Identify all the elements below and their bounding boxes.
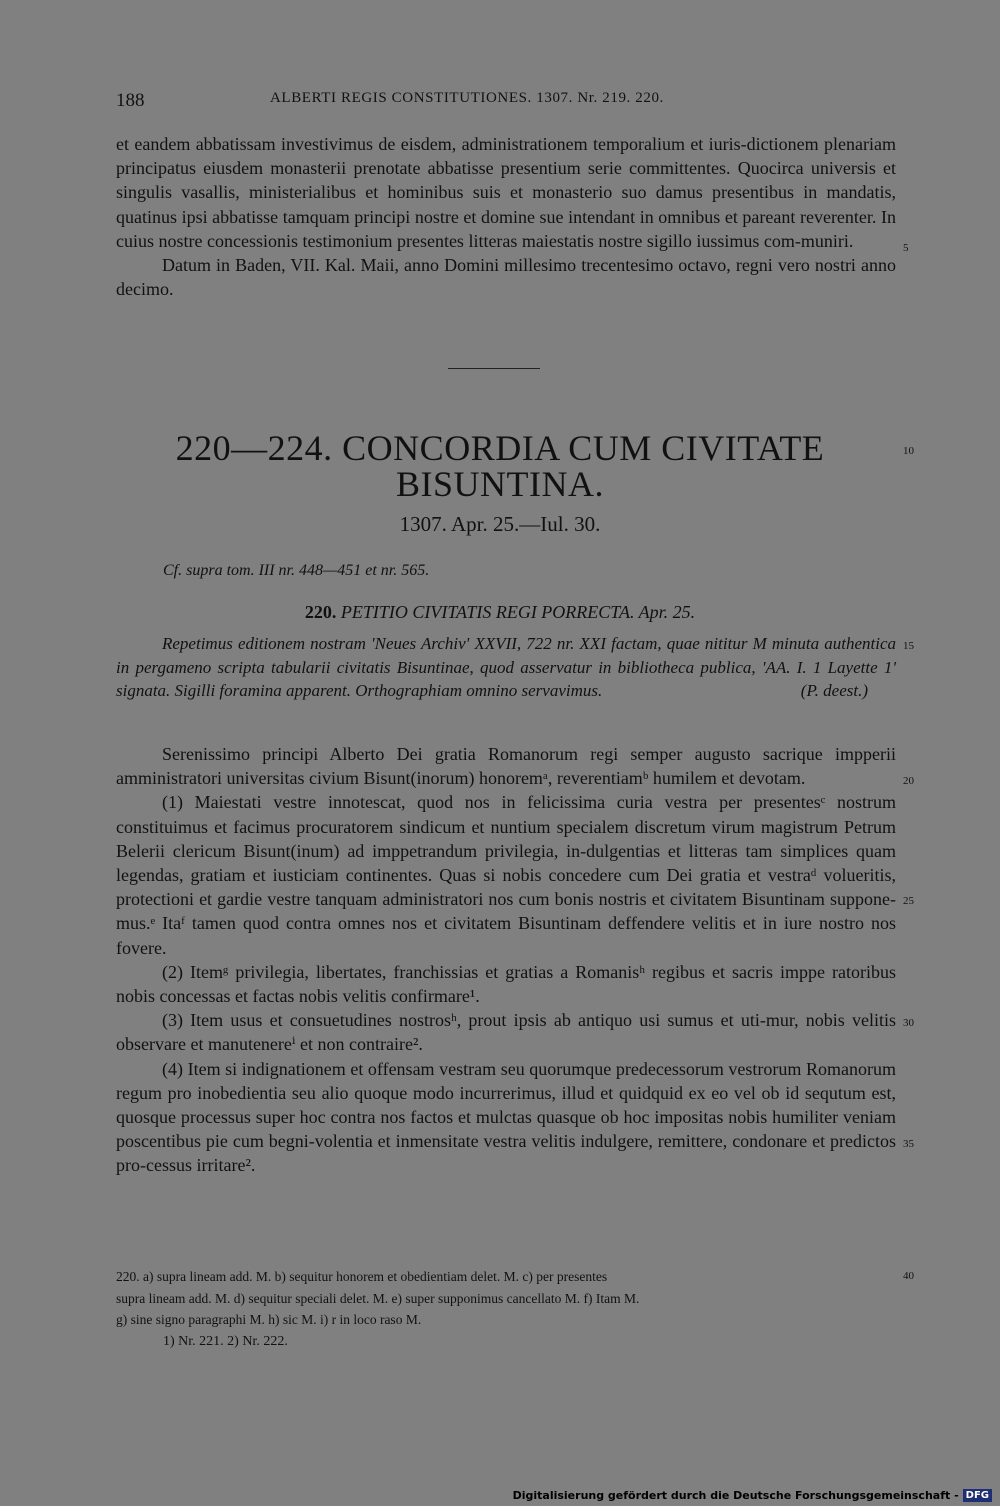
line-number: 40 bbox=[903, 1270, 914, 1282]
page-number: 188 bbox=[116, 90, 145, 111]
salutation-paragraph: Serenissimo principi Alberto Dei gratia Romanorum regi semper augusto sacrique impperii amministratori universitas civium Bisunt(inorum) honoremᵃ, reverentiamᵇ humilem et devotam. bbox=[116, 744, 896, 789]
intro-text: Repetimus editionem nostram 'Neues Archiv' XXVII, 722 nr. XXI factam, quae nititur M minuta authentica in pergameno scripta tabularii civitatis Bisuntinae, quod asservatur in bibliotheca publica, 'AA. I. 1 Layette 1' signata. Sigilli foramina apparent. Orthographiam omnino servavimus. bbox=[116, 634, 896, 701]
previous-paragraph: et eandem abbatissam investivimus de eisdem, administrationem temporalium et iuris-dictionem plenariam principatus eiusdem monasterii prenotate abbatisse presentium serie committentes. Quocirca universis et singulis vasallis, ministerialibus et hominibus suis et monasterio suo damus presentibus in mandatis, quatinus ipsi abbatisse tamquam principi nostre et domine sue intendant in omnibus et pareant reverenter. In cuius nostre concessionis testimonium presentes litteras maiestatis nostre sigillo iussimus com-muniri. bbox=[116, 134, 896, 251]
note-line: g) sine signo paragraphi M. h) sic M. i) r in loco raso M. bbox=[116, 1312, 422, 1327]
line-number: 15 bbox=[903, 640, 914, 652]
note-line: 220. a) supra lineam add. M. b) sequitur honorem et obedientiam delet. M. c) per presentes bbox=[116, 1269, 608, 1284]
document-heading bbox=[100, 602, 900, 623]
note-line: supra lineam add. M. d) sequitur speciali delet. M. e) super supponimus cancellato M. f) Itam M. bbox=[116, 1290, 640, 1306]
paragraph-2: (2) Itemᵍ privilegia, libertates, franchissias et gratias a Romanisʰ regibus et sacris imppe ratoribus nobis concessas et factas nobis velitis confirmare¹. bbox=[116, 961, 896, 1007]
line-number: 30 bbox=[903, 1017, 914, 1029]
editorial-introduction bbox=[116, 632, 896, 703]
dating-clause: Datum in Baden, VII. Kal. Maii, anno Domini millesimo trecentesimo octavo, regni vero nostri anno decimo. bbox=[116, 255, 896, 300]
funding-footer bbox=[513, 1489, 992, 1502]
document-title: PETITIO CIVITATIS REGI PORRECTA. Apr. 25. bbox=[340, 602, 696, 622]
line-number: 35 bbox=[903, 1138, 914, 1150]
section-title: 220—224. CONCORDIA CUM CIVITATE BISUNTINA. bbox=[175, 428, 825, 504]
line-number: 10 bbox=[903, 445, 914, 457]
document-text bbox=[116, 742, 896, 1178]
separator-rule bbox=[448, 368, 540, 369]
line-number: 20 bbox=[903, 775, 914, 787]
footer-text: Digitalisierung gefördert durch die Deutsche Forschungsgemeinschaft - bbox=[512, 1489, 959, 1502]
dfg-logo: DFG bbox=[963, 1489, 992, 1502]
section-dates: 1307. Apr. 25.—Iul. 30. bbox=[399, 512, 601, 536]
intro-signature: (P. deest.) bbox=[800, 681, 868, 701]
paragraph-4: (4) Item si indignationem et offensam vestram seu quorumque predecessorum vestrorum Romanorum regum pro inobedientia seu alio quoque modo incurrerimus, illud et quidquid ex eo vel ob id sequtum est, quosque processus super hoc contra nos factos et mulctas quasque ob hoc impositas nobis humiliter veniam poscentibus pie cum begni-volentia et inmensitate vestra velitis indulgere, remittere, condonare et predictos pro-cessus irritare². bbox=[116, 1058, 896, 1176]
line-number: 5 bbox=[903, 242, 909, 254]
cross-reference: Cf. supra tom. III nr. 448—451 et nr. 565. bbox=[163, 562, 430, 579]
document-number: 220. bbox=[304, 602, 337, 622]
previous-document-text bbox=[116, 132, 896, 301]
line-number: 25 bbox=[903, 895, 914, 907]
paragraph-1: (1) Maiestati vestre innotescat, quod nos in felicissima curia vestra per presentesᶜ nostrum constituimus et facimus procuratorem sindicum et nuntium specialem discretum virum magistrum Petrum Belerii clericum Bisunt(inum) ad imppetrandum privilegia, in-dulgentias et litteras tam simplices quam legendas, gratiam et iusticiam continentes. Quas si nobis concedere cum Dei gratia et vestraᵈ volueritis, protectioni et gardie vestre tanquam administratori nos cum bonis nostris et civitatem Bisuntinam suppone-mus.ᵉ Itaᶠ tamen quod contra omnes nos et civitatem Bisuntinam deffendere velitis et in iure nostro nos fovere. bbox=[116, 792, 896, 958]
footnote-references: 1) Nr. 221. 2) Nr. 222. bbox=[163, 1334, 288, 1349]
running-title: ALBERTI REGIS CONSTITUTIONES. 1307. Nr. 219. 220. bbox=[270, 90, 664, 106]
paragraph-3: (3) Item usus et consuetudines nostrosʰ, prout ipsis ab antiquo usi sumus et uti-mur, nobis velitis observare et manutenereⁱ et non contraire². bbox=[116, 1010, 896, 1055]
apparatus-notes bbox=[116, 1266, 896, 1331]
